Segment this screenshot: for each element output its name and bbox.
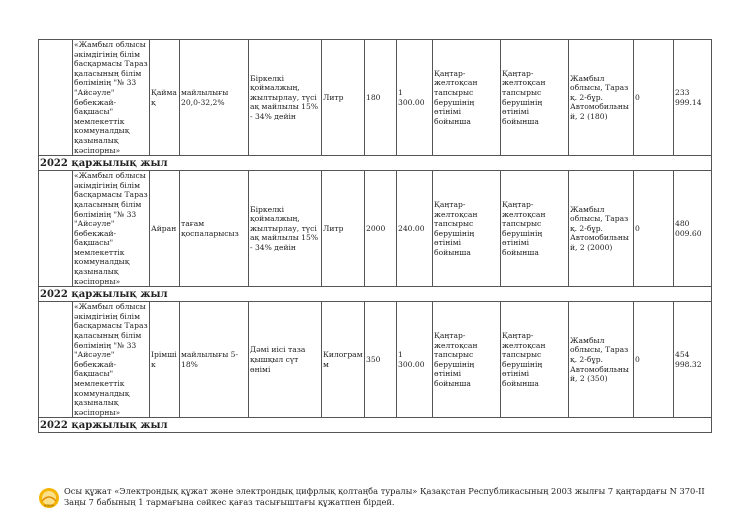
description-cell: Біркелкі қоймалжың, жылтырлау, түсі ақ майлылы 15% - 34% дейін xyxy=(249,171,322,287)
fiscal-year-label: 2022 қаржылық жыл xyxy=(40,420,168,432)
footer-legal-text: Осы құжат «Электрондық құжат және электрондық цифрлық қолтаңба туралы» Қазақстан Республикасының 2003 жылғы 7 қаңтардағы N 370-II Заңы 7 бабының 1 тармағына сәйкес қағаз тасығыштағы құжатпен бірдей. xyxy=(64,486,705,507)
delivery-period-cell: Қаңтар-желтоқсан тапсырыс берушінің өтінімі бойынша xyxy=(433,171,501,287)
seal-text: eGov xyxy=(44,502,54,508)
customer-cell: «Жамбыл облысы әкімдігінің білім басқармасы Тараз қаласының білім бөлімінің "№ 33 "Айсәуле" бөбекжай-бақшасы" мемлекеттік коммуналдық қазыналық кәсіпорны» xyxy=(74,40,148,155)
price-cell: 1 300.00 xyxy=(397,302,433,418)
row-number-cell xyxy=(39,171,73,287)
footer xyxy=(38,486,718,507)
quantity-cell: 2000 xyxy=(365,171,397,287)
fiscal-year-row xyxy=(39,418,712,433)
table-row xyxy=(39,171,712,287)
product-cell: Қаймақ xyxy=(150,40,180,156)
delivery-period-cell: Қаңтар-желтоқсан тапсырыс берушінің өтінімі бойынша xyxy=(433,40,501,156)
quantity-cell: 350 xyxy=(365,302,397,418)
address-cell: Жамбыл облысы, Тараз қ. 2-бұр. Автомобильный, 2 (180) xyxy=(569,40,634,156)
delivery-period-cell: Қаңтар-желтоқсан тапсырыс берушінің өтінімі бойынша xyxy=(433,302,501,418)
quantity-cell: 180 xyxy=(365,40,397,156)
unit-cell: Килограмм xyxy=(322,302,365,418)
fiscal-year-label: 2022 қаржылық жыл xyxy=(40,289,168,301)
fiscal-year-row xyxy=(39,156,712,171)
delivery-terms-cell: Қаңтар-желтоқсан тапсырыс берушінің өтінімі бойынша xyxy=(501,302,569,418)
egov-seal-icon xyxy=(38,487,60,509)
fiscal-year-row xyxy=(39,287,712,302)
product-cell: Айран xyxy=(150,171,180,287)
unit-cell: Литр xyxy=(322,171,365,287)
total-cell: 233 999.14 xyxy=(674,40,712,156)
customer-cell: «Жамбыл облысы әкімдігінің білім басқармасы Тараз қаласының білім бөлімінің "№ 33 "Айсәуле" бөбекжай-бақшасы" мемлекеттік коммуналдық қазыналық кәсіпорны» xyxy=(74,302,148,417)
fat-content-cell: майлылығы 5-18% xyxy=(180,302,249,418)
fiscal-year-label: 2022 қаржылық жыл xyxy=(40,158,168,170)
address-cell: Жамбыл облысы, Тараз қ. 2-бұр. Автомобильный, 2 (350) xyxy=(569,302,634,418)
total-cell: 480 009.60 xyxy=(674,171,712,287)
description-cell: Біркелкі қоймалжың, жылтырлау, түсі ақ майлылы 15% - 34% дейін xyxy=(249,40,322,156)
procurement-table xyxy=(38,39,712,433)
customer-cell: «Жамбыл облысы әкімдігінің білім басқармасы Тараз қаласының білім бөлімінің "№ 33 "Айсәуле" бөбекжай-бақшасы" мемлекеттік коммуналдық қазыналық кәсіпорны» xyxy=(74,171,148,286)
table-row xyxy=(39,302,712,418)
product-cell: Ірімшік xyxy=(150,302,180,418)
fat-content-cell: майлылығы 20,0-32,2% xyxy=(180,40,249,156)
row-number-cell xyxy=(39,302,73,418)
address-cell: Жамбыл облысы, Тараз қ. 2-бұр. Автомобильный, 2 (2000) xyxy=(569,171,634,287)
advance-cell: 0 xyxy=(634,171,674,287)
advance-cell: 0 xyxy=(634,40,674,156)
delivery-terms-cell: Қаңтар-желтоқсан тапсырыс берушінің өтінімі бойынша xyxy=(501,171,569,287)
description-cell: Дәмі иісі таза қышқыл сүт өнімі xyxy=(249,302,322,418)
delivery-terms-cell: Қаңтар-желтоқсан тапсырыс берушінің өтінімі бойынша xyxy=(501,40,569,156)
row-number-cell xyxy=(39,40,73,156)
price-cell: 240.00 xyxy=(397,171,433,287)
price-cell: 1 300.00 xyxy=(397,40,433,156)
fat-content-cell: тағам қоспаларысыз xyxy=(180,171,249,287)
table-row xyxy=(39,40,712,156)
advance-cell: 0 xyxy=(634,302,674,418)
total-cell: 454 998.32 xyxy=(674,302,712,418)
unit-cell: Литр xyxy=(322,40,365,156)
